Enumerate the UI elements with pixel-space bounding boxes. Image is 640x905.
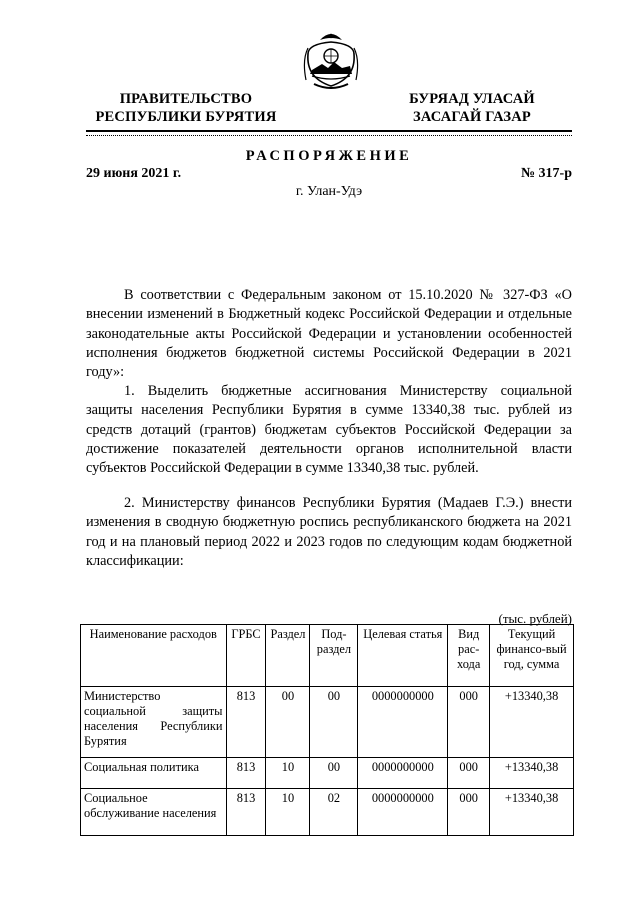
cell-vid: 000 [448,789,490,836]
preamble-paragraph: В соответствии с Федеральным законом от 15.10.2020 № 327-ФЗ «О внесении изменений в Бюджетный кодекс Российской Федерации и отдельные законодательные акты Российской Федерации и установлении особенностей исполнения бюджетов бюджетной системы Российской Федерации в 2021 году»: [86,287,572,381]
cell-statya: 0000000000 [358,789,448,836]
coat-of-arms-icon [302,30,360,90]
item-2-paragraph: 2. Министерству финансов Республики Бурятия (Мадаев Г.Э.) внести изменения в сводную бюджетную роспись республиканского бюджета на 2021 год и на плановый период 2022 и 2023 годов по следующим кодам бюджетной классификации: [86,495,572,569]
cell-name: Министерство социальной защиты населения Республики Бурятия [81,687,227,758]
org-name-buryat [372,90,572,126]
col-header-podrazdel: Под-раздел [310,625,358,687]
table-row [81,758,574,789]
header-dotted-rule [86,135,572,136]
cell-sum: +13340,38 [490,687,574,758]
table-row [81,687,574,758]
org-name-buryat-line-1: БУРЯАД УЛАСАЙ [409,91,535,107]
cell-name: Социальное обслуживание населения [81,789,227,836]
item-1-paragraph: 1. Выделить бюджетные ассигнования Министерству социальной защиты населения Республики Бурятия в сумме 13340,38 тыс. рублей из средств дотаций (грантов) бюджетам субъектов Российской Федерации за достижение показателей деятельности органов исполнительной власти субъектов Российской Федерации в сумме 13340,38 тыс. рублей. [86,383,572,477]
table-header-row [81,625,574,687]
document-date: 29 июня 2021 г. [86,166,182,181]
cell-grbs: 813 [226,687,266,758]
budget-classification-table [80,624,574,836]
document-city: г. Улан-Удэ [295,184,363,199]
cell-sum: +13340,38 [490,789,574,836]
org-name-line-1: ПРАВИТЕЛЬСТВО [119,91,253,107]
cell-podrazdel: 00 [310,687,358,758]
col-header-razdel: Раздел [266,625,310,687]
org-name-buryat-line-2: ЗАСАГАЙ ГАЗАР [413,109,531,125]
cell-razdel: 10 [266,758,310,789]
table-unit-label: (тыс. рублей) [498,611,572,626]
cell-vid: 000 [448,687,490,758]
document-number: № 317-р [520,166,572,181]
cell-grbs: 813 [226,789,266,836]
cell-statya: 0000000000 [358,687,448,758]
cell-razdel: 00 [266,687,310,758]
col-header-statya: Целевая статья [358,625,448,687]
cell-grbs: 813 [226,758,266,789]
table-row [81,789,574,836]
cell-sum: +13340,38 [490,758,574,789]
cell-podrazdel: 00 [310,758,358,789]
cell-razdel: 10 [266,789,310,836]
col-header-vid: Вид рас-хода [448,625,490,687]
col-header-sum: Текущий финансо-вый год, сумма [490,625,574,687]
header-rule [86,130,572,132]
cell-name: Социальная политика [81,758,227,789]
col-header-name: Наименование расходов [81,625,227,687]
cell-podrazdel: 02 [310,789,358,836]
cell-statya: 0000000000 [358,758,448,789]
org-name-line-2: РЕСПУБЛИКИ БУРЯТИЯ [95,109,277,125]
col-header-grbs: ГРБС [226,625,266,687]
org-name-russian [86,90,286,126]
cell-vid: 000 [448,758,490,789]
document-title: РАСПОРЯЖЕНИЕ [245,148,413,164]
